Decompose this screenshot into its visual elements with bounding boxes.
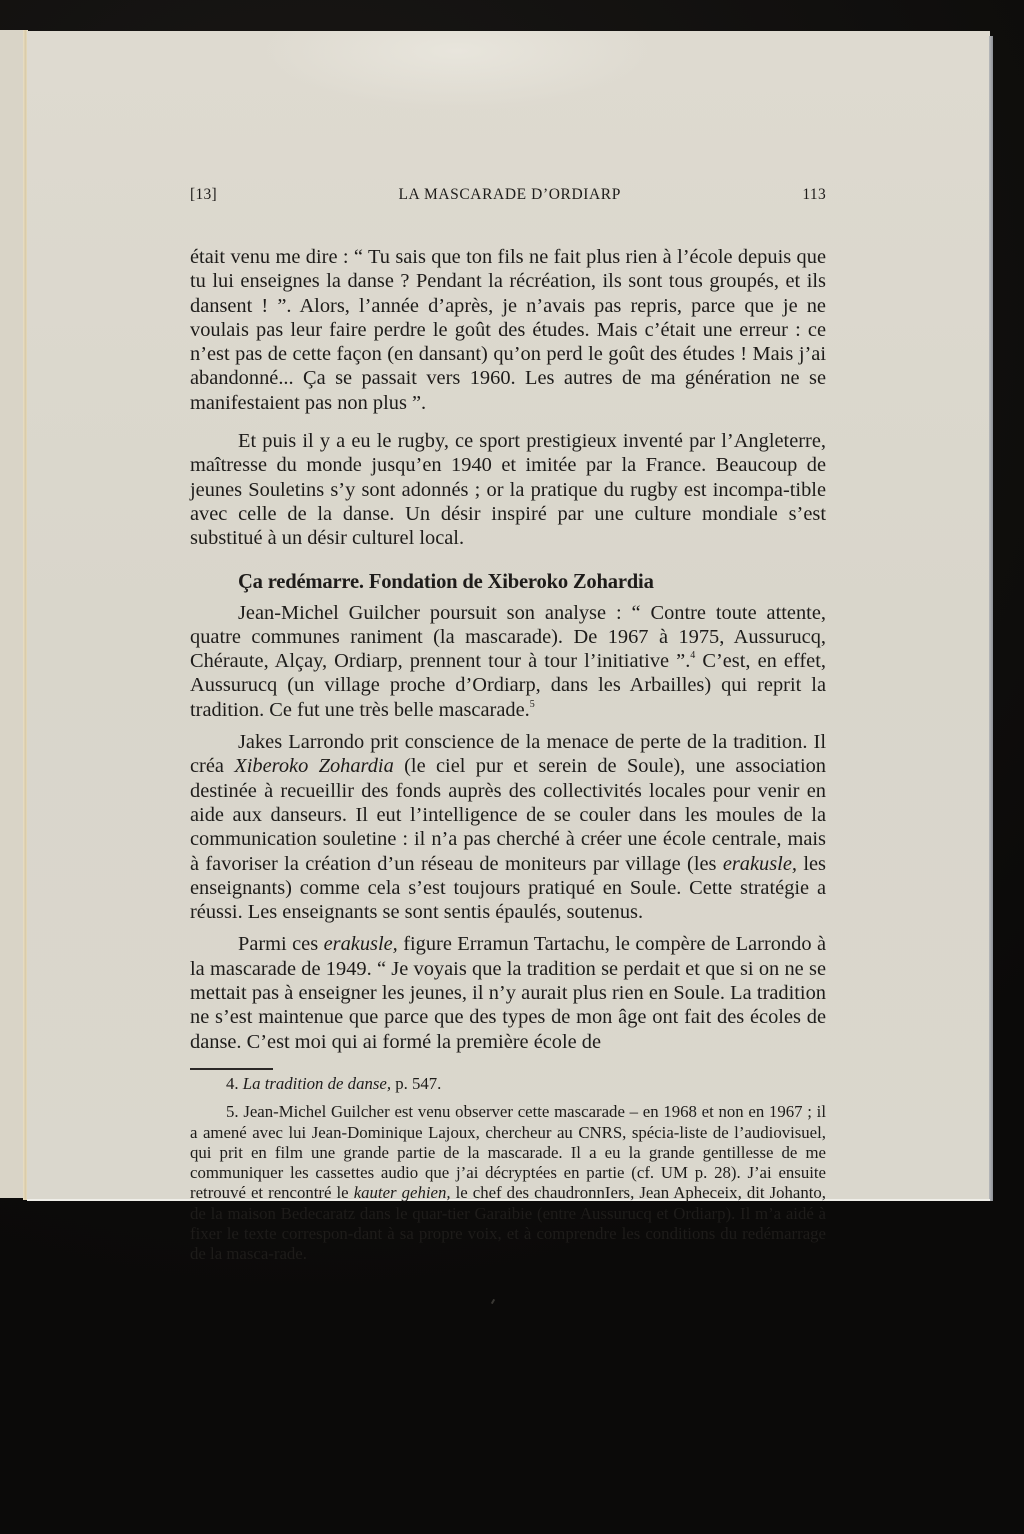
section-number: [13] (190, 186, 218, 203)
footnote-5 (190, 1102, 826, 1264)
fn4-number: 4. (226, 1074, 243, 1093)
p5-text-b: figure Erramun Tartachu, le compère de Larrondo à la mascarade de 1949. “ Je voyais que la tradition se perdait et que si on ne se mettait pas à enseigner les jeunes, il n’y aurait plus rien en Soule. La tradition ne s’est maintenue que parce que des types de mon âge ont fait des écoles de danse. C’est moi qui ai formé la première école de (190, 933, 826, 1053)
paragraph-4 (190, 730, 826, 924)
footnote-4 (190, 1074, 826, 1094)
p4-text-a: Jakes Larrondo prit conscience de la menace de perte de la tradition. Il créa (190, 731, 826, 778)
page-number: 113 (802, 186, 826, 203)
running-head (190, 186, 826, 210)
p4-text-c: les enseignants) comme cela s’est toujours pratiqué en Soule. Cette stratégie a réussi. Les enseignants se sont sentis épaulés, soutenus. (190, 852, 826, 924)
body-text (190, 245, 826, 1054)
footnote-separator (190, 1068, 273, 1070)
p4-italic-term-2: erakusle, (722, 852, 797, 875)
paragraph-1: était venu me dire : “ Tu sais que ton fils ne fait plus rien à l’école depuis que tu lui enseignes la danse ? Pendant la récréation, ils sont tous groupés, et ils dansent ! ”. Alors, l’année d’après, je n’avais pas repris, parce que je ne voulais pas leur faire perdre le goût des études. Mais c’était une erreur : ce n’est pas de cette façon (en dansant) qu’on perd le goût des études ! Mais j’ai abandonné... Ça se passait vers 1960. Les autres de ma génération ne se manifestaient pas non plus ”. (190, 246, 826, 414)
p5-italic-term: erakusle, (323, 933, 398, 956)
footnote-ref-4[interactable]: 4 (690, 650, 696, 662)
page-content (190, 186, 826, 1054)
page-stack-edge (989, 36, 993, 1201)
fn5-italic-term: kauter gehien, (353, 1183, 451, 1203)
p3-text-a: Jean-Michel Guilcher poursuit son analyse : “ Contre toute attente, quatre communes raniment (la mascarade). De 1967 à 1975, Aussurucq, Chéraute, Alçay, Ordiarp, prennent tour à tour l’initiative ”. (190, 601, 826, 673)
fn4-title: La tradition de danse, (242, 1074, 392, 1093)
paragraph-2: Et puis il y a eu le rugby, ce sport prestigieux inventé par l’Angleterre, maîtresse du monde jusqu’en 1940 et imitée par la France. Beaucoup de jeunes Souletins s’y sont adonnés ; or la pratique du rugby est incompa-tible avec celle de la danse. Un désir inspiré par une culture mondiale s’est substitué à un désir culturel local. (190, 430, 826, 550)
footnotes (190, 1074, 826, 1265)
p4-italic-term: Xiberoko Zohardia (234, 755, 394, 778)
p5-text-a: Parmi ces (238, 933, 324, 956)
paper-speck (491, 1299, 495, 1304)
p4-text-b: (le ciel pur et serein de Soule), une association destinée à recueillir des fonds auprès des collectivités locales pour venir en aide aux danseurs. Il eut l’intelligence de se couler dans les moules de la communication souletine : il n’a pas cherché à créer une école centrale, mais à favoriser la création d’un réseau de moniteurs par village (les (190, 755, 827, 875)
p3-text-b: C’est, en effet, Aussurucq (un village proche d’Ordiarp, dans les Arbailles) qui reprit la tradition. Ce fut une très belle mascarade. (190, 650, 826, 721)
footnote-ref-5[interactable]: 5 (529, 698, 535, 710)
paragraph-5 (190, 932, 826, 1053)
fn4-rest: p. 547. (391, 1074, 442, 1093)
running-title: LA MASCARADE D’ORDIARP (398, 186, 621, 203)
fn5-text-b: le chef des chaudronnIers, Jean Apheceix, dit Johanto, de la maison Bedecaratz dans le quar-tier Garaibie (entre Aussurucq et Ordiarp). Il m’a aidé à fixer le texte correspon-dant à sa propre voix, et à comprendre les conditions du redémarrage de la masca-rade. (190, 1183, 826, 1264)
section-heading: Ça redémarre. Fondation de Xiberoko Zohardia (238, 570, 654, 593)
paragraph-3 (190, 601, 826, 722)
fn5-text-a: 5. Jean-Michel Guilcher est venu observer cette mascarade – en 1968 et non en 1967 ; il a amené avec lui Jean-Dominique Lajoux, chercheur au CNRS, spécia-liste de l’audiovisuel, qui prit en film une grande partie de la mascarade. Il a eu la grande gentillesse de me communiquer les cassettes audio que j’ai décryptées en partie (cf. UM p. 28). J’ai ensuite retrouvé et rencontré le (190, 1102, 826, 1203)
